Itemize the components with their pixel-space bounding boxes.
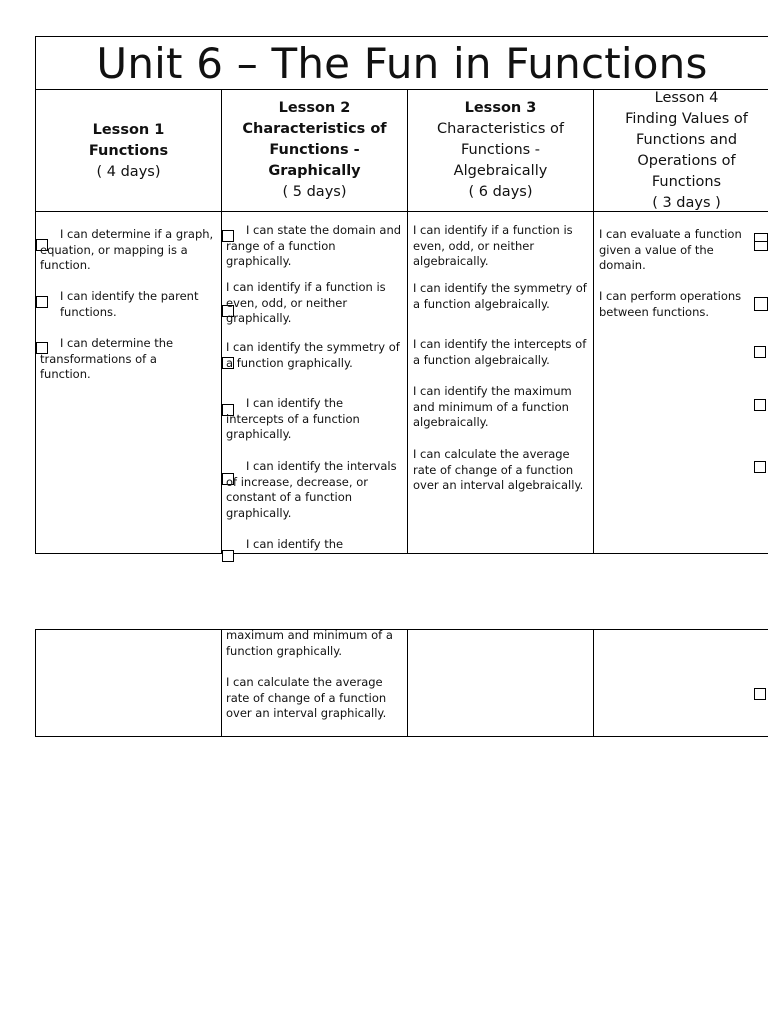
- lesson-3-header: [408, 98, 593, 203]
- edge-checkbox-1[interactable]: [754, 233, 768, 251]
- continuation-bottom-border: [35, 736, 768, 737]
- lesson-1-topic: Functions: [88, 143, 169, 159]
- lesson-2-item-6: I can identify the: [246, 537, 344, 551]
- lesson-2-item-5: I can identify the intervals of increase, decrease, or constant of a function graphically.: [226, 459, 397, 520]
- lesson-2-item-7: I can calculate the average rate of change of a function over an interval graphically.: [226, 675, 387, 720]
- lesson-2-name: Lesson 2: [278, 100, 351, 116]
- continuation-divider-1: [221, 629, 222, 737]
- lesson-3-item-1: I can identify if a function is even, odd, or neither algebraically.: [413, 223, 573, 268]
- lesson-1-header: [36, 120, 221, 183]
- table-left-border: [35, 36, 36, 554]
- edge-checkbox-1-divider: [754, 241, 768, 242]
- lesson-2-item-3: I can identify the symmetry of a function graphically.: [226, 340, 400, 370]
- lesson-3-item-4: I can identify the maximum and minimum of a function algebraically.: [413, 384, 572, 429]
- page-title: Unit 6 – The Fun in Functions: [35, 36, 768, 90]
- lesson-3-item-5: I can calculate the average rate of change of a function over an interval algebraically.: [413, 447, 584, 492]
- lesson-2-item-2: I can identify if a function is even, odd, or neither graphically.: [226, 280, 386, 325]
- edge-checkbox-2[interactable]: [754, 297, 768, 311]
- edge-checkbox-3[interactable]: [754, 346, 766, 358]
- lesson-1-item-2: I can identify the parent functions.: [60, 289, 199, 319]
- continuation-divider-2: [407, 629, 408, 737]
- table-bottom-border: [35, 553, 768, 554]
- edge-checkbox-5[interactable]: [754, 461, 766, 473]
- lesson-3-topic: Characteristics of Functions - Algebraically: [437, 121, 564, 179]
- lesson-1-name: Lesson 1: [92, 122, 165, 138]
- lesson-3-item-3: I can identify the intercepts of a function algebraically.: [413, 337, 587, 367]
- lesson-4-days: ( 3 days ): [652, 195, 721, 211]
- lesson-4-topic: Finding Values of Functions and Operations of Functions: [625, 111, 748, 190]
- lesson-2-item-1: I can state the domain and range of a function graphically.: [226, 223, 402, 268]
- lesson-1-item-1: I can determine if a graph, equation, or mapping is a function.: [40, 227, 214, 272]
- lesson-2-item-6-continued: maximum and minimum of a function graphically.: [226, 628, 393, 658]
- continuation-left-border: [35, 629, 36, 737]
- lesson-2-topic: Characteristics of Functions - Graphically: [242, 121, 387, 179]
- lesson-4-item-1: I can evaluate a function given a value of the domain.: [599, 227, 742, 272]
- lesson-1-item-3: I can determine the transformations of a function.: [40, 336, 174, 381]
- lesson-4-item-2: I can perform operations between functions.: [599, 289, 742, 319]
- continuation-divider-3: [593, 629, 594, 737]
- lesson-3-item-2: I can identify the symmetry of a function algebraically.: [413, 281, 587, 311]
- lesson-2-days: ( 5 days): [282, 184, 347, 200]
- edge-checkbox-6[interactable]: [754, 688, 766, 700]
- lesson-4-header: [594, 88, 768, 214]
- lesson-2-header: [222, 98, 407, 203]
- lesson-1-days: ( 4 days): [96, 164, 161, 180]
- lesson-3-days: ( 6 days): [468, 184, 533, 200]
- edge-checkbox-4[interactable]: [754, 399, 766, 411]
- lesson-4-name: Lesson 4: [654, 90, 719, 106]
- lesson-2-item-4: I can identify the intercepts of a function graphically.: [226, 396, 360, 441]
- lesson-3-name: Lesson 3: [464, 100, 537, 116]
